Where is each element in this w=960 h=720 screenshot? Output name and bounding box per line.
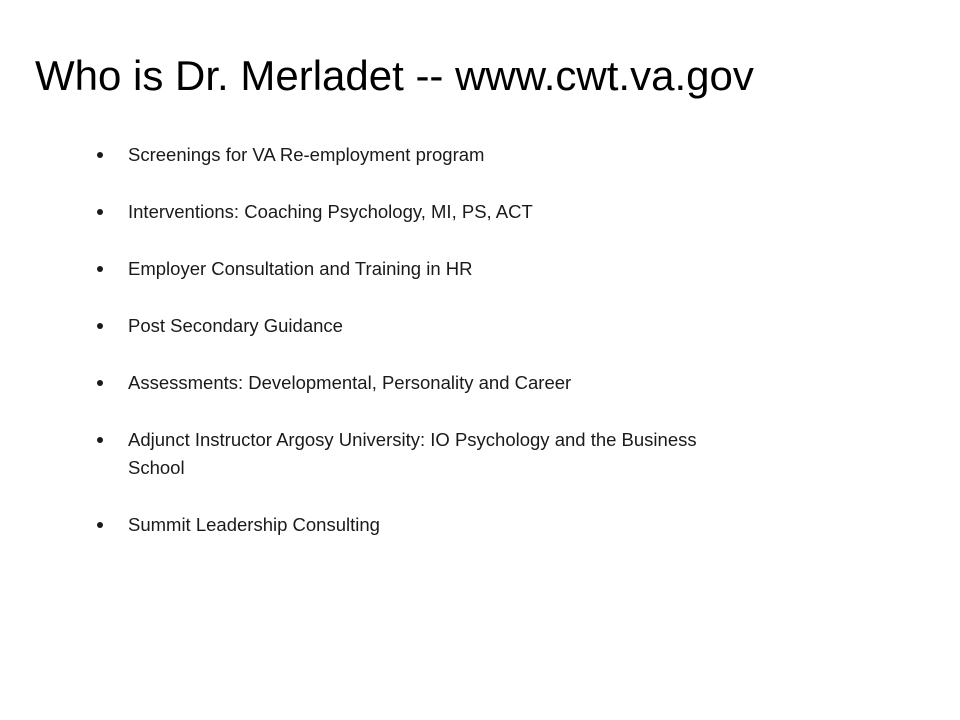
bullet-item xyxy=(97,255,697,283)
bullet-dot-icon xyxy=(97,437,103,443)
bullet-dot-icon xyxy=(97,522,103,528)
bullet-list xyxy=(97,141,697,539)
bullet-text: Interventions: Coaching Psychology, MI, PS, ACT xyxy=(128,201,533,222)
bullet-item xyxy=(97,369,697,397)
bullet-item xyxy=(97,198,697,226)
bullet-dot-icon xyxy=(97,380,103,386)
bullet-item xyxy=(97,312,697,340)
bullet-item xyxy=(97,511,697,539)
bullet-text: Summit Leadership Consulting xyxy=(128,514,380,535)
bullet-text: Employer Consultation and Training in HR xyxy=(128,258,473,279)
bullet-item xyxy=(97,426,697,482)
bullet-dot-icon xyxy=(97,152,103,158)
bullet-dot-icon xyxy=(97,323,103,329)
bullet-text: Assessments: Developmental, Personality and Career xyxy=(128,372,572,393)
bullet-text: Screenings for VA Re-employment program xyxy=(128,144,485,165)
slide-title: Who is Dr. Merladet -- www.cwt.va.gov xyxy=(35,52,754,99)
bullet-dot-icon xyxy=(97,209,103,215)
bullet-item xyxy=(97,141,697,169)
bullet-dot-icon xyxy=(97,266,103,272)
bullet-text: Adjunct Instructor Argosy University: IO Psychology and the Business School xyxy=(128,429,697,478)
bullet-text: Post Secondary Guidance xyxy=(128,315,343,336)
